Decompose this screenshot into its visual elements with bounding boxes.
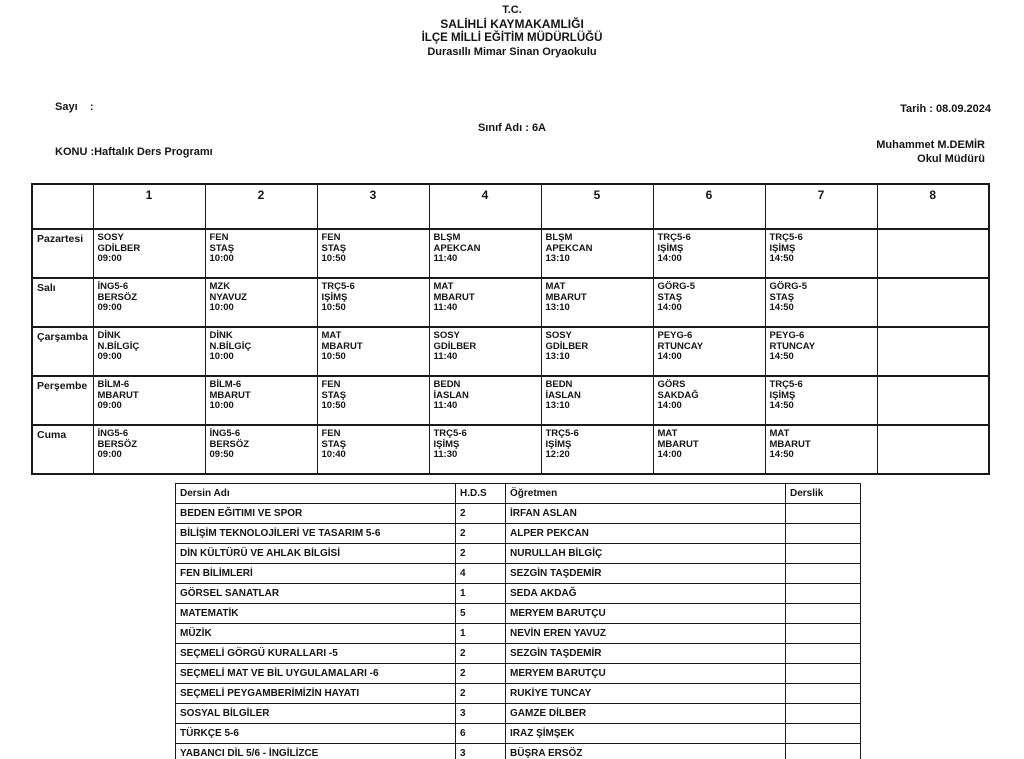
lesson-cell-line: GDİLBER — [545, 340, 589, 352]
principal-title: Okul Müdürü — [917, 153, 985, 165]
lesson-hds-cell: 2 — [456, 544, 506, 564]
lesson-cell-line: TRÇ5-6 — [433, 428, 467, 439]
lesson-cell-line: PEYG-6 — [657, 330, 693, 341]
lesson-cell-line: N.BİLGİÇ — [209, 340, 252, 352]
lesson-row — [176, 584, 861, 604]
lesson-row — [176, 524, 861, 544]
lesson-cell-line: IŞİMŞ — [657, 242, 684, 254]
lesson-cell-line: BERSÖZ — [209, 438, 250, 450]
lesson-cell — [653, 425, 765, 474]
lesson-cell-line: 11:40 — [433, 253, 458, 264]
lesson-cell-line: 10:00 — [209, 302, 234, 313]
lesson-cell-line: FEN — [321, 379, 341, 390]
lesson-cell-line: 14:50 — [769, 302, 794, 313]
lesson-hds-cell: 2 — [456, 524, 506, 544]
timetable-day-row — [32, 327, 989, 376]
letterhead-line-school: Durasıllı Mimar Sinan Oryaokulu — [427, 46, 597, 58]
lesson-cell-line: MBARUT — [433, 291, 475, 303]
period-number-header: 7 — [765, 184, 877, 229]
lesson-cell-line: 14:50 — [769, 351, 794, 362]
lesson-name-cell: MATEMATİK — [176, 604, 456, 624]
lesson-cell-line: BERSÖZ — [97, 291, 138, 303]
lesson-cell-line: BERSÖZ — [97, 438, 138, 450]
lesson-cell-line: STAŞ — [321, 242, 347, 254]
lesson-cell-line: 13:10 — [545, 302, 570, 313]
lesson-cell — [653, 278, 765, 327]
lesson-room-cell — [786, 564, 861, 584]
lesson-cell — [93, 327, 205, 376]
lesson-room-cell — [786, 604, 861, 624]
lesson-cell-line: SAKDAĞ — [657, 389, 699, 401]
lesson-cell-line: İASLAN — [433, 389, 469, 401]
lesson-cell-line: PEYG-6 — [769, 330, 805, 341]
lesson-cell-line: 14:50 — [769, 449, 794, 460]
lesson-cell-line: GDİLBER — [97, 242, 141, 254]
period-number-header: 6 — [653, 184, 765, 229]
lesson-row — [176, 724, 861, 744]
lesson-cell-line: TRÇ5-6 — [769, 379, 803, 390]
lesson-cell-line: RTUNCAY — [657, 340, 704, 352]
timetable-body — [32, 184, 989, 474]
lesson-name-cell: BİLİŞİM TEKNOLOJİLERİ VE TASARIM 5-6 — [176, 524, 456, 544]
lesson-room-cell — [786, 524, 861, 544]
lesson-cell-line: 09:00 — [97, 400, 122, 411]
lesson-hds-cell: 5 — [456, 604, 506, 624]
lesson-cell-line: BLŞM — [545, 232, 573, 243]
lesson-teacher-cell: NEVİN EREN YAVUZ — [506, 624, 786, 644]
timetable-day-row — [32, 425, 989, 474]
lesson-cell-line: 13:10 — [545, 400, 570, 411]
lesson-cell-line: 11:30 — [433, 449, 458, 460]
lesson-cell-line: İNG5-6 — [97, 281, 129, 292]
lesson-cell-line: IŞİMŞ — [769, 389, 796, 401]
lesson-cell-line: İNG5-6 — [209, 428, 241, 439]
date-line: Tarih : 08.09.2024 — [900, 103, 991, 115]
lesson-teacher-cell: SEZGİN TAŞDEMİR — [506, 644, 786, 664]
lesson-cell-line: GÖRS — [657, 379, 686, 390]
lesson-cell-line: GÖRG-5 — [769, 281, 807, 292]
letterhead — [0, 3, 1024, 59]
lesson-room-cell — [786, 704, 861, 724]
lesson-cell — [653, 327, 765, 376]
lesson-name-cell: FEN BİLİMLERİ — [176, 564, 456, 584]
lesson-cell-line: 13:10 — [545, 253, 570, 264]
lessons-column-header: Öğretmen — [506, 484, 786, 504]
lesson-cell-line: RTUNCAY — [769, 340, 816, 352]
lesson-row — [176, 604, 861, 624]
lesson-name-cell: SEÇMELİ GÖRGÜ KURALLARI -5 — [176, 644, 456, 664]
lesson-room-cell — [786, 504, 861, 524]
lessons-column-header: Derslik — [786, 484, 861, 504]
lesson-cell-line: 12:20 — [545, 449, 570, 460]
lesson-cell-line: MAT — [321, 330, 342, 341]
day-label: Çarşamba — [32, 327, 93, 376]
lesson-cell-line: DİNK — [209, 330, 233, 341]
lesson-row — [176, 504, 861, 524]
lesson-cell-line: GDİLBER — [433, 340, 477, 352]
period-number-header: 3 — [317, 184, 429, 229]
lesson-cell-line: 11:40 — [433, 302, 458, 313]
lesson-room-cell — [786, 624, 861, 644]
lesson-hds-cell: 2 — [456, 504, 506, 524]
lesson-cell-line: İASLAN — [545, 389, 581, 401]
lesson-hds-cell: 6 — [456, 724, 506, 744]
lesson-cell-line: 09:50 — [209, 449, 234, 460]
lesson-name-cell: MÜZİK — [176, 624, 456, 644]
lesson-cell-line: 14:00 — [657, 400, 682, 411]
lesson-cell-line: BLŞM — [433, 232, 461, 243]
lesson-cell-line: 10:40 — [321, 449, 346, 460]
lesson-cell-line: STAŞ — [657, 291, 683, 303]
lesson-cell — [429, 278, 541, 327]
letterhead-line-mudurluk: İLÇE MİLLİ EĞİTİM MÜDÜRLÜĞÜ — [421, 32, 603, 44]
lesson-teacher-cell: MERYEM BARUTÇU — [506, 604, 786, 624]
lesson-cell-line: BİLM-6 — [97, 379, 130, 390]
lesson-teacher-cell: İRFAN ASLAN — [506, 504, 786, 524]
lesson-cell-line: NYAVUZ — [209, 291, 247, 303]
lesson-cell — [317, 327, 429, 376]
lesson-cell — [653, 229, 765, 278]
lesson-room-cell — [786, 684, 861, 704]
lesson-cell-line: STAŞ — [321, 389, 347, 401]
lesson-cell-line: SOSY — [433, 330, 460, 341]
lesson-cell — [93, 278, 205, 327]
lesson-cell-line: 13:10 — [545, 351, 570, 362]
lesson-cell-line: STAŞ — [769, 291, 795, 303]
lesson-cell-line: MBARUT — [769, 438, 811, 450]
lesson-cell — [765, 376, 877, 425]
lesson-cell-line: BİLM-6 — [209, 379, 242, 390]
sayi-line: Sayı : — [55, 101, 94, 113]
lesson-name-cell: TÜRKÇE 5-6 — [176, 724, 456, 744]
period-number-header: 5 — [541, 184, 653, 229]
lesson-cell-line: 14:00 — [657, 302, 682, 313]
lesson-name-cell: SEÇMELİ PEYGAMBERİMİZİN HAYATI — [176, 684, 456, 704]
lesson-cell — [205, 376, 317, 425]
lesson-cell — [205, 327, 317, 376]
lesson-name-cell: BEDEN EĞITIMI VE SPOR — [176, 504, 456, 524]
lesson-cell — [541, 278, 653, 327]
period-number-header: 4 — [429, 184, 541, 229]
lesson-cell-line: 11:40 — [433, 400, 458, 411]
lesson-cell-line: 10:50 — [321, 253, 346, 264]
lesson-cell-line: İNG5-6 — [97, 428, 129, 439]
class-name-line: Sınıf Adı : 6A — [477, 122, 547, 134]
lessons-table — [175, 483, 861, 759]
lesson-teacher-cell: IRAZ ŞİMŞEK — [506, 724, 786, 744]
lesson-cell — [429, 327, 541, 376]
timetable-header-row — [32, 184, 989, 229]
lesson-room-cell — [786, 724, 861, 744]
lesson-cell — [205, 278, 317, 327]
lesson-cell-line: TRÇ5-6 — [769, 232, 803, 243]
lesson-hds-cell: 1 — [456, 624, 506, 644]
lesson-cell-line: MAT — [545, 281, 566, 292]
lesson-cell-line: APEKCAN — [433, 242, 481, 254]
lesson-row — [176, 744, 861, 759]
lesson-cell-line: BEDN — [545, 379, 573, 390]
lesson-cell-line: MAT — [769, 428, 790, 439]
lesson-cell-line: 09:00 — [97, 302, 122, 313]
lesson-cell — [93, 229, 205, 278]
lesson-cell — [877, 229, 989, 278]
lesson-hds-cell: 4 — [456, 564, 506, 584]
lesson-room-cell — [786, 644, 861, 664]
lesson-cell — [765, 229, 877, 278]
lesson-cell-line: STAŞ — [321, 438, 347, 450]
lesson-cell-line: MAT — [433, 281, 454, 292]
lesson-cell — [205, 425, 317, 474]
lesson-cell-line: IŞİMŞ — [321, 291, 348, 303]
lesson-cell-line: 09:00 — [97, 253, 122, 264]
day-label: Salı — [32, 278, 93, 327]
lesson-teacher-cell: MERYEM BARUTÇU — [506, 664, 786, 684]
lesson-hds-cell: 2 — [456, 684, 506, 704]
lesson-cell — [429, 229, 541, 278]
lesson-hds-cell: 1 — [456, 584, 506, 604]
lesson-cell-line: MBARUT — [209, 389, 251, 401]
lesson-cell — [877, 425, 989, 474]
day-label: Cuma — [32, 425, 93, 474]
lesson-cell — [877, 327, 989, 376]
lesson-room-cell — [786, 664, 861, 684]
lesson-row — [176, 704, 861, 724]
lesson-cell-line: 14:50 — [769, 253, 794, 264]
day-label: Pazartesi — [32, 229, 93, 278]
lesson-cell — [317, 229, 429, 278]
lesson-row — [176, 644, 861, 664]
lesson-cell — [765, 278, 877, 327]
lesson-cell-line: GÖRG-5 — [657, 281, 695, 292]
lesson-cell — [653, 376, 765, 425]
lesson-cell-line: IŞİMŞ — [433, 438, 460, 450]
lesson-cell-line: 10:00 — [209, 253, 234, 264]
lesson-teacher-cell: GAMZE DİLBER — [506, 704, 786, 724]
lesson-cell — [205, 229, 317, 278]
lesson-row — [176, 664, 861, 684]
lesson-cell-line: MBARUT — [545, 291, 587, 303]
day-label: Perşembe — [32, 376, 93, 425]
lesson-cell-line: N.BİLGİÇ — [97, 340, 140, 352]
lessons-header-row — [176, 484, 861, 504]
lesson-room-cell — [786, 544, 861, 564]
principal-name: Muhammet M.DEMİR — [876, 139, 985, 151]
letterhead-line-kaymakamlik: SALİHLİ KAYMAKAMLIĞI — [440, 17, 584, 31]
lesson-cell-line: 10:00 — [209, 400, 234, 411]
lesson-cell-line: FEN — [321, 428, 341, 439]
lesson-cell-line: 10:50 — [321, 351, 346, 362]
lesson-cell-line: 10:00 — [209, 351, 234, 362]
lesson-cell-line: MZK — [209, 281, 231, 292]
lesson-cell-line: 14:50 — [769, 400, 794, 411]
lesson-name-cell: SOSYAL BİLGİLER — [176, 704, 456, 724]
lesson-cell-line: TRÇ5-6 — [545, 428, 579, 439]
lesson-room-cell — [786, 744, 861, 759]
lesson-cell-line: BEDN — [433, 379, 461, 390]
timetable-day-row — [32, 229, 989, 278]
konu-line: KONU :Haftalık Ders Programı — [55, 146, 213, 158]
lesson-cell — [317, 425, 429, 474]
lesson-cell — [877, 376, 989, 425]
lesson-cell-line: 14:00 — [657, 351, 682, 362]
letterhead-line-tc: T.C. — [502, 4, 522, 16]
period-number-header: 2 — [205, 184, 317, 229]
period-number-header: 8 — [877, 184, 989, 229]
lesson-teacher-cell: SEZGİN TAŞDEMİR — [506, 564, 786, 584]
lesson-cell-line: 10:50 — [321, 400, 346, 411]
timetable-day-row — [32, 278, 989, 327]
lesson-name-cell: YABANCI DİL 5/6 - İNGİLİZCE — [176, 744, 456, 759]
day-column-header — [32, 184, 93, 229]
lessons-table-body — [176, 484, 861, 759]
lesson-name-cell: GÖRSEL SANATLAR — [176, 584, 456, 604]
lesson-cell-line: 11:40 — [433, 351, 458, 362]
lesson-teacher-cell: RUKİYE TUNCAY — [506, 684, 786, 704]
lesson-cell-line: IŞİMŞ — [545, 438, 572, 450]
lesson-cell-line: MBARUT — [97, 389, 139, 401]
lesson-cell-line: 14:00 — [657, 449, 682, 460]
lessons-column-header: Dersin Adı — [176, 484, 456, 504]
lessons-column-header: H.D.S — [456, 484, 506, 504]
lesson-cell — [93, 376, 205, 425]
lesson-hds-cell: 2 — [456, 644, 506, 664]
lesson-cell — [429, 376, 541, 425]
lesson-cell-line: SOSY — [97, 232, 124, 243]
lesson-cell — [429, 425, 541, 474]
lesson-cell — [317, 376, 429, 425]
lesson-cell-line: IŞİMŞ — [769, 242, 796, 254]
lesson-cell-line: APEKCAN — [545, 242, 593, 254]
lesson-cell — [317, 278, 429, 327]
lesson-hds-cell: 3 — [456, 704, 506, 724]
lesson-row — [176, 624, 861, 644]
lesson-cell — [541, 327, 653, 376]
lesson-cell-line: TRÇ5-6 — [657, 232, 691, 243]
lesson-teacher-cell: NURULLAH BİLGİÇ — [506, 544, 786, 564]
lesson-teacher-cell: ALPER PEKCAN — [506, 524, 786, 544]
lesson-cell-line: FEN — [321, 232, 341, 243]
lesson-cell-line: 09:00 — [97, 351, 122, 362]
lesson-name-cell: SEÇMELİ MAT VE BİL UYGULAMALARI -6 — [176, 664, 456, 684]
timetable — [31, 183, 990, 475]
lesson-hds-cell: 3 — [456, 744, 506, 759]
lesson-cell-line: DİNK — [97, 330, 121, 341]
lesson-cell — [877, 278, 989, 327]
lesson-cell-line: SOSY — [545, 330, 572, 341]
lesson-cell — [541, 376, 653, 425]
lesson-cell — [93, 425, 205, 474]
lesson-cell-line: TRÇ5-6 — [321, 281, 355, 292]
lesson-row — [176, 684, 861, 704]
timetable-day-row — [32, 376, 989, 425]
lesson-teacher-cell: SEDA AKDAĞ — [506, 584, 786, 604]
lesson-cell — [541, 425, 653, 474]
lesson-cell — [541, 229, 653, 278]
period-number-header: 1 — [93, 184, 205, 229]
lesson-cell-line: 10:50 — [321, 302, 346, 313]
lesson-teacher-cell: BÜŞRA ERSÖZ — [506, 744, 786, 759]
lesson-name-cell: DİN KÜLTÜRÜ VE AHLAK BİLGİSİ — [176, 544, 456, 564]
lesson-row — [176, 564, 861, 584]
lesson-row — [176, 544, 861, 564]
signature-block — [876, 138, 985, 166]
lesson-cell-line: 09:00 — [97, 449, 122, 460]
lesson-cell-line: MBARUT — [321, 340, 363, 352]
lesson-cell — [765, 425, 877, 474]
lesson-cell-line: 14:00 — [657, 253, 682, 264]
lesson-cell-line: STAŞ — [209, 242, 235, 254]
lesson-cell-line: MBARUT — [657, 438, 699, 450]
lesson-room-cell — [786, 584, 861, 604]
lesson-cell-line: MAT — [657, 428, 678, 439]
lesson-cell — [765, 327, 877, 376]
lesson-hds-cell: 2 — [456, 664, 506, 684]
lesson-cell-line: FEN — [209, 232, 229, 243]
